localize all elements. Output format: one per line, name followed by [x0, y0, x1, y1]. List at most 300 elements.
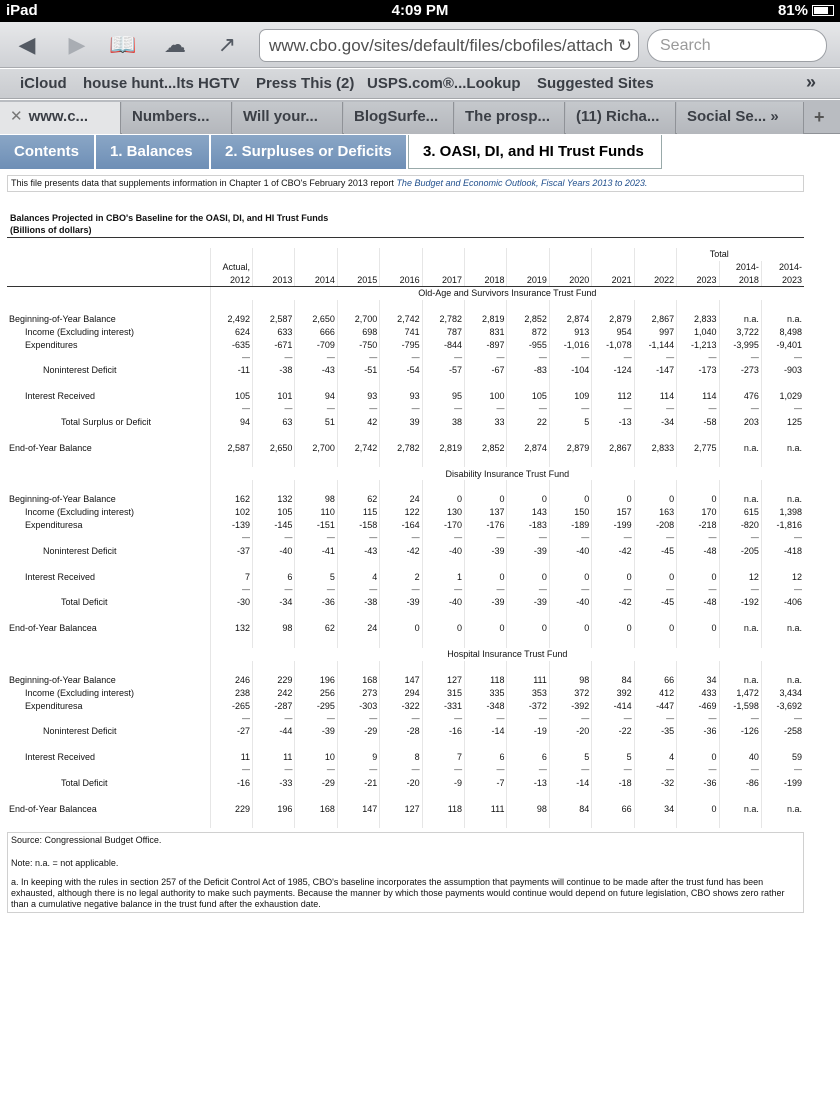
table-cell[interactable] [337, 377, 379, 390]
column-header[interactable]: 2019 [507, 274, 549, 287]
value-cell[interactable]: 2,650 [253, 441, 295, 454]
value-cell[interactable]: 256 [295, 686, 337, 699]
rule-cell[interactable]: — [549, 532, 591, 545]
table-cell[interactable] [210, 557, 252, 570]
cloud-tabs-icon[interactable]: ☁ [164, 32, 186, 57]
value-cell[interactable]: 40 [719, 751, 761, 764]
value-cell[interactable]: -820 [719, 519, 761, 532]
table-cell[interactable] [210, 609, 252, 622]
table-cell[interactable] [7, 661, 210, 674]
value-cell[interactable]: 203 [719, 416, 761, 429]
value-cell[interactable]: 2,650 [295, 312, 337, 325]
table-cell[interactable] [210, 377, 252, 390]
value-cell[interactable]: -29 [295, 777, 337, 790]
table-cell[interactable] [592, 738, 634, 751]
table-cell[interactable] [465, 738, 507, 751]
rule-cell[interactable]: — [677, 712, 719, 725]
rule-cell[interactable]: — [295, 351, 337, 364]
value-cell[interactable]: -183 [507, 519, 549, 532]
rule-cell[interactable]: — [295, 583, 337, 596]
value-cell[interactable]: n.a. [719, 312, 761, 325]
table-cell[interactable] [507, 789, 549, 802]
value-cell[interactable]: -27 [210, 725, 252, 738]
table-cell[interactable] [210, 248, 252, 261]
row-label[interactable]: Beginning-of-Year Balance [9, 674, 116, 685]
value-cell[interactable]: -447 [634, 699, 676, 712]
table-cell[interactable] [719, 738, 761, 751]
rule-cell[interactable]: — [592, 712, 634, 725]
table-cell[interactable] [295, 300, 337, 313]
rule-cell[interactable]: — [507, 764, 549, 777]
column-header[interactable]: 2020 [549, 274, 591, 287]
table-cell[interactable] [761, 815, 804, 828]
value-cell[interactable]: n.a. [719, 441, 761, 454]
value-cell[interactable]: 0 [549, 570, 591, 583]
value-cell[interactable]: 1,398 [761, 506, 804, 519]
value-cell[interactable]: 12 [719, 570, 761, 583]
value-cell[interactable]: 666 [295, 325, 337, 338]
value-cell[interactable]: -1,598 [719, 699, 761, 712]
value-cell[interactable]: -22 [592, 725, 634, 738]
table-cell[interactable] [380, 480, 422, 493]
value-cell[interactable]: 59 [761, 751, 804, 764]
value-cell[interactable]: 11 [210, 751, 252, 764]
table-cell[interactable] [719, 454, 761, 467]
value-cell[interactable]: -18 [592, 777, 634, 790]
table-cell[interactable] [295, 261, 337, 274]
value-cell[interactable]: -9,401 [761, 338, 804, 351]
value-cell[interactable]: 111 [465, 802, 507, 815]
table-cell[interactable] [337, 480, 379, 493]
table-cell[interactable] [761, 480, 804, 493]
table-cell[interactable] [253, 609, 295, 622]
table-cell[interactable] [465, 635, 507, 648]
rule-cell[interactable]: — [592, 764, 634, 777]
table-cell[interactable] [677, 557, 719, 570]
value-cell[interactable]: 246 [210, 673, 252, 686]
table-cell[interactable] [549, 789, 591, 802]
rule-cell[interactable]: — [295, 532, 337, 545]
value-cell[interactable]: 913 [549, 325, 591, 338]
row-label[interactable]: Income (Excluding interest) [25, 687, 135, 698]
table-cell[interactable] [7, 377, 210, 390]
value-cell[interactable]: 147 [380, 673, 422, 686]
table-cell[interactable] [7, 300, 210, 313]
value-cell[interactable]: 2,587 [210, 441, 252, 454]
table-cell[interactable] [253, 480, 295, 493]
rule-cell[interactable]: — [592, 583, 634, 596]
value-cell[interactable]: 125 [761, 416, 804, 429]
table-cell[interactable] [549, 300, 591, 313]
value-cell[interactable]: 2,819 [422, 441, 464, 454]
value-cell[interactable]: 0 [592, 622, 634, 635]
column-header[interactable]: 2015 [337, 274, 379, 287]
value-cell[interactable]: -67 [465, 364, 507, 377]
value-cell[interactable]: -39 [507, 544, 549, 557]
table-cell[interactable] [677, 454, 719, 467]
table-cell[interactable] [507, 738, 549, 751]
value-cell[interactable]: -21 [337, 777, 379, 790]
table-cell[interactable] [507, 248, 549, 261]
row-label[interactable]: Total Surplus or Deficit [61, 417, 152, 428]
rule-cell[interactable]: — [210, 712, 252, 725]
rule-cell[interactable]: — [634, 764, 676, 777]
forward-icon[interactable]: ▶ [68, 32, 86, 57]
rule-cell[interactable]: — [337, 712, 379, 725]
table-cell[interactable] [295, 609, 337, 622]
value-cell[interactable]: -83 [507, 364, 549, 377]
value-cell[interactable]: -392 [549, 699, 591, 712]
value-cell[interactable]: -13 [592, 416, 634, 429]
table-cell[interactable] [677, 738, 719, 751]
value-cell[interactable]: 66 [634, 673, 676, 686]
table-cell[interactable] [592, 248, 634, 261]
value-cell[interactable]: -40 [549, 596, 591, 609]
value-cell[interactable]: -170 [422, 519, 464, 532]
value-cell[interactable]: 168 [337, 673, 379, 686]
value-cell[interactable]: 130 [422, 506, 464, 519]
row-label[interactable]: Total Deficit [61, 597, 108, 608]
value-cell[interactable]: -750 [337, 338, 379, 351]
table-cell[interactable] [677, 377, 719, 390]
rule-cell[interactable]: — [422, 403, 464, 416]
rule-cell[interactable]: — [465, 583, 507, 596]
bookmark-item[interactable]: Press This (2) [256, 75, 355, 92]
rule-cell[interactable]: — [761, 712, 804, 725]
value-cell[interactable]: -955 [507, 338, 549, 351]
table-cell[interactable] [719, 815, 761, 828]
row-label[interactable]: End-of-Year Balancea [9, 623, 97, 634]
table-cell[interactable] [592, 454, 634, 467]
value-cell[interactable]: -897 [465, 338, 507, 351]
bookmark-item[interactable]: house hunt...lts HGTV [83, 75, 240, 92]
value-cell[interactable]: 229 [253, 673, 295, 686]
value-cell[interactable]: n.a. [761, 312, 804, 325]
column-header[interactable]: 2023 [677, 274, 719, 287]
value-cell[interactable]: 3,434 [761, 686, 804, 699]
table-cell[interactable] [7, 287, 210, 300]
table-cell[interactable] [7, 583, 210, 596]
column-header[interactable]: 2018 [465, 274, 507, 287]
table-cell[interactable] [210, 428, 252, 441]
rule-cell[interactable]: — [380, 583, 422, 596]
table-cell[interactable] [422, 815, 464, 828]
value-cell[interactable]: 105 [507, 390, 549, 403]
table-cell[interactable] [761, 454, 804, 467]
value-cell[interactable]: 787 [422, 325, 464, 338]
value-cell[interactable]: 0 [507, 493, 549, 506]
table-cell[interactable] [253, 738, 295, 751]
table-cell[interactable] [253, 377, 295, 390]
column-header[interactable]: 2017 [422, 274, 464, 287]
value-cell[interactable]: n.a. [719, 673, 761, 686]
table-cell[interactable] [634, 635, 676, 648]
value-cell[interactable]: 273 [337, 686, 379, 699]
value-cell[interactable]: -1,816 [761, 519, 804, 532]
value-cell[interactable]: -38 [253, 364, 295, 377]
rule-cell[interactable]: — [465, 532, 507, 545]
table-cell[interactable] [380, 300, 422, 313]
rule-cell[interactable]: — [677, 532, 719, 545]
table-cell[interactable] [337, 428, 379, 441]
row-label[interactable]: Noninterest Deficit [43, 545, 117, 556]
table-cell[interactable] [592, 261, 634, 274]
value-cell[interactable]: -9 [422, 777, 464, 790]
value-cell[interactable]: -3,692 [761, 699, 804, 712]
rule-cell[interactable]: — [465, 403, 507, 416]
rule-cell[interactable]: — [337, 532, 379, 545]
table-cell[interactable] [507, 454, 549, 467]
value-cell[interactable]: 0 [592, 570, 634, 583]
table-cell[interactable] [761, 428, 804, 441]
value-cell[interactable]: 0 [465, 622, 507, 635]
value-cell[interactable]: -265 [210, 699, 252, 712]
value-cell[interactable]: 2,819 [465, 312, 507, 325]
value-cell[interactable]: 24 [380, 493, 422, 506]
value-cell[interactable]: 95 [422, 390, 464, 403]
rule-cell[interactable]: — [253, 583, 295, 596]
value-cell[interactable]: 196 [253, 802, 295, 815]
table-cell[interactable] [677, 789, 719, 802]
value-cell[interactable]: 118 [422, 802, 464, 815]
table-cell[interactable] [761, 377, 804, 390]
rule-cell[interactable]: — [507, 583, 549, 596]
table-cell[interactable] [719, 377, 761, 390]
rule-cell[interactable]: — [422, 351, 464, 364]
table-cell[interactable] [253, 635, 295, 648]
table-cell[interactable] [253, 789, 295, 802]
value-cell[interactable]: 2,833 [677, 312, 719, 325]
value-cell[interactable]: -36 [295, 596, 337, 609]
table-cell[interactable] [295, 661, 337, 674]
table-cell[interactable] [592, 635, 634, 648]
table-cell[interactable] [7, 351, 210, 364]
value-cell[interactable]: 615 [719, 506, 761, 519]
value-cell[interactable]: -145 [253, 519, 295, 532]
value-cell[interactable]: n.a. [761, 673, 804, 686]
table-cell[interactable] [380, 635, 422, 648]
tab-prosp[interactable]: The prosp... [455, 102, 565, 134]
table-cell[interactable] [7, 712, 210, 725]
table-cell[interactable] [677, 261, 719, 274]
value-cell[interactable]: 111 [507, 673, 549, 686]
rule-cell[interactable]: — [507, 351, 549, 364]
value-cell[interactable]: 115 [337, 506, 379, 519]
value-cell[interactable]: 0 [677, 802, 719, 815]
column-header[interactable]: 2014 [295, 274, 337, 287]
rule-cell[interactable]: — [592, 351, 634, 364]
table-cell[interactable] [337, 815, 379, 828]
rule-cell[interactable]: — [634, 712, 676, 725]
rule-cell[interactable]: — [677, 351, 719, 364]
table-cell[interactable] [380, 248, 422, 261]
value-cell[interactable]: -43 [337, 544, 379, 557]
value-cell[interactable]: n.a. [719, 622, 761, 635]
value-cell[interactable]: -54 [380, 364, 422, 377]
value-cell[interactable]: 63 [253, 416, 295, 429]
value-cell[interactable]: -348 [465, 699, 507, 712]
table-cell[interactable] [295, 454, 337, 467]
table-cell[interactable] [210, 789, 252, 802]
value-cell[interactable]: -1,144 [634, 338, 676, 351]
table-cell[interactable] [592, 815, 634, 828]
tab-social-se[interactable]: Social Se... » [677, 102, 804, 134]
value-cell[interactable]: 433 [677, 686, 719, 699]
table-cell[interactable] [761, 609, 804, 622]
value-cell[interactable]: n.a. [719, 493, 761, 506]
table-cell[interactable] [677, 428, 719, 441]
value-cell[interactable]: -208 [634, 519, 676, 532]
rule-cell[interactable]: — [549, 583, 591, 596]
table-cell[interactable] [592, 661, 634, 674]
table-cell[interactable] [7, 428, 210, 441]
value-cell[interactable]: 98 [253, 622, 295, 635]
table-cell[interactable] [422, 428, 464, 441]
table-cell[interactable] [507, 480, 549, 493]
row-label[interactable]: Income (Excluding interest) [25, 326, 135, 337]
value-cell[interactable]: 196 [295, 673, 337, 686]
value-cell[interactable]: 34 [677, 673, 719, 686]
tab-cbo[interactable]: ✕ www.c... [0, 102, 121, 134]
value-cell[interactable]: 170 [677, 506, 719, 519]
table-cell[interactable] [719, 609, 761, 622]
table-cell[interactable] [634, 557, 676, 570]
value-cell[interactable]: 2,867 [634, 312, 676, 325]
value-cell[interactable]: -795 [380, 338, 422, 351]
column-header[interactable]: 2012 [210, 274, 252, 287]
table-cell[interactable] [253, 454, 295, 467]
value-cell[interactable]: 0 [677, 570, 719, 583]
value-cell[interactable]: 0 [465, 570, 507, 583]
table-cell[interactable] [507, 428, 549, 441]
rule-cell[interactable]: — [634, 403, 676, 416]
value-cell[interactable]: -124 [592, 364, 634, 377]
rule-cell[interactable]: — [719, 583, 761, 596]
value-cell[interactable]: 476 [719, 390, 761, 403]
value-cell[interactable]: 2,775 [677, 441, 719, 454]
table-cell[interactable] [295, 248, 337, 261]
value-cell[interactable]: -258 [761, 725, 804, 738]
table-cell[interactable] [7, 815, 210, 828]
bookmark-item[interactable]: Suggested Sites [537, 75, 654, 92]
table-cell[interactable] [337, 635, 379, 648]
value-cell[interactable]: 2,833 [634, 441, 676, 454]
bookmarks-icon[interactable]: 📖 [109, 32, 137, 57]
table-cell[interactable] [337, 248, 379, 261]
table-cell[interactable] [7, 738, 210, 751]
value-cell[interactable]: 2,700 [337, 312, 379, 325]
value-cell[interactable]: -45 [634, 544, 676, 557]
value-cell[interactable]: 2,587 [253, 312, 295, 325]
rule-cell[interactable]: — [210, 764, 252, 777]
value-cell[interactable]: -418 [761, 544, 804, 557]
table-cell[interactable] [634, 661, 676, 674]
value-cell[interactable]: -295 [295, 699, 337, 712]
column-header[interactable]: 2016 [380, 274, 422, 287]
value-cell[interactable]: 0 [634, 622, 676, 635]
value-cell[interactable]: -86 [719, 777, 761, 790]
table-cell[interactable] [677, 480, 719, 493]
rule-cell[interactable]: — [422, 764, 464, 777]
value-cell[interactable]: -199 [761, 777, 804, 790]
value-cell[interactable]: n.a. [761, 802, 804, 815]
table-cell[interactable] [465, 480, 507, 493]
table-cell[interactable] [634, 454, 676, 467]
value-cell[interactable]: -41 [295, 544, 337, 557]
table-cell[interactable] [422, 635, 464, 648]
value-cell[interactable]: 872 [507, 325, 549, 338]
table-cell[interactable] [210, 480, 252, 493]
value-cell[interactable]: 94 [295, 390, 337, 403]
table-cell[interactable] [253, 557, 295, 570]
rule-cell[interactable]: — [210, 351, 252, 364]
value-cell[interactable]: -218 [677, 519, 719, 532]
value-cell[interactable]: 2,879 [592, 312, 634, 325]
value-cell[interactable]: 100 [465, 390, 507, 403]
rule-cell[interactable]: — [465, 351, 507, 364]
value-cell[interactable]: 392 [592, 686, 634, 699]
rule-cell[interactable]: — [210, 583, 252, 596]
value-cell[interactable]: -11 [210, 364, 252, 377]
value-cell[interactable]: 2,852 [507, 312, 549, 325]
value-cell[interactable]: 168 [295, 802, 337, 815]
value-cell[interactable]: 84 [549, 802, 591, 815]
table-cell[interactable] [380, 815, 422, 828]
rule-cell[interactable]: — [380, 351, 422, 364]
value-cell[interactable]: 5 [549, 416, 591, 429]
value-cell[interactable]: 2,874 [549, 312, 591, 325]
section-title[interactable]: Disability Insurance Trust Fund [210, 467, 804, 480]
value-cell[interactable]: -151 [295, 519, 337, 532]
value-cell[interactable]: 22 [507, 416, 549, 429]
table-cell[interactable] [677, 609, 719, 622]
table-cell[interactable] [7, 557, 210, 570]
value-cell[interactable]: 127 [422, 673, 464, 686]
column-header[interactable]: 2023 [761, 274, 804, 287]
value-cell[interactable]: 118 [465, 673, 507, 686]
rule-cell[interactable]: — [253, 351, 295, 364]
table-cell[interactable] [422, 300, 464, 313]
row-label[interactable]: Expendituresa [25, 520, 83, 531]
value-cell[interactable]: 412 [634, 686, 676, 699]
value-cell[interactable]: n.a. [761, 441, 804, 454]
rule-cell[interactable]: — [380, 764, 422, 777]
value-cell[interactable]: 2,867 [592, 441, 634, 454]
value-cell[interactable]: 741 [380, 325, 422, 338]
row-label[interactable]: Expenditures [25, 339, 78, 350]
value-cell[interactable]: 831 [465, 325, 507, 338]
value-cell[interactable]: -147 [634, 364, 676, 377]
value-cell[interactable]: 62 [337, 493, 379, 506]
table-cell[interactable] [422, 609, 464, 622]
table-cell[interactable] [253, 261, 295, 274]
value-cell[interactable]: 122 [380, 506, 422, 519]
value-cell[interactable]: 2 [380, 570, 422, 583]
value-cell[interactable]: 132 [210, 622, 252, 635]
table-cell[interactable] [507, 661, 549, 674]
table-cell[interactable] [337, 261, 379, 274]
value-cell[interactable]: 1,040 [677, 325, 719, 338]
value-cell[interactable]: -34 [253, 596, 295, 609]
value-cell[interactable]: -14 [549, 777, 591, 790]
row-label[interactable]: Total Deficit [61, 777, 108, 788]
value-cell[interactable]: -164 [380, 519, 422, 532]
table-cell[interactable] [465, 609, 507, 622]
value-cell[interactable]: -1,016 [549, 338, 591, 351]
value-cell[interactable]: 38 [422, 416, 464, 429]
table-cell[interactable] [549, 557, 591, 570]
rule-cell[interactable]: — [380, 532, 422, 545]
